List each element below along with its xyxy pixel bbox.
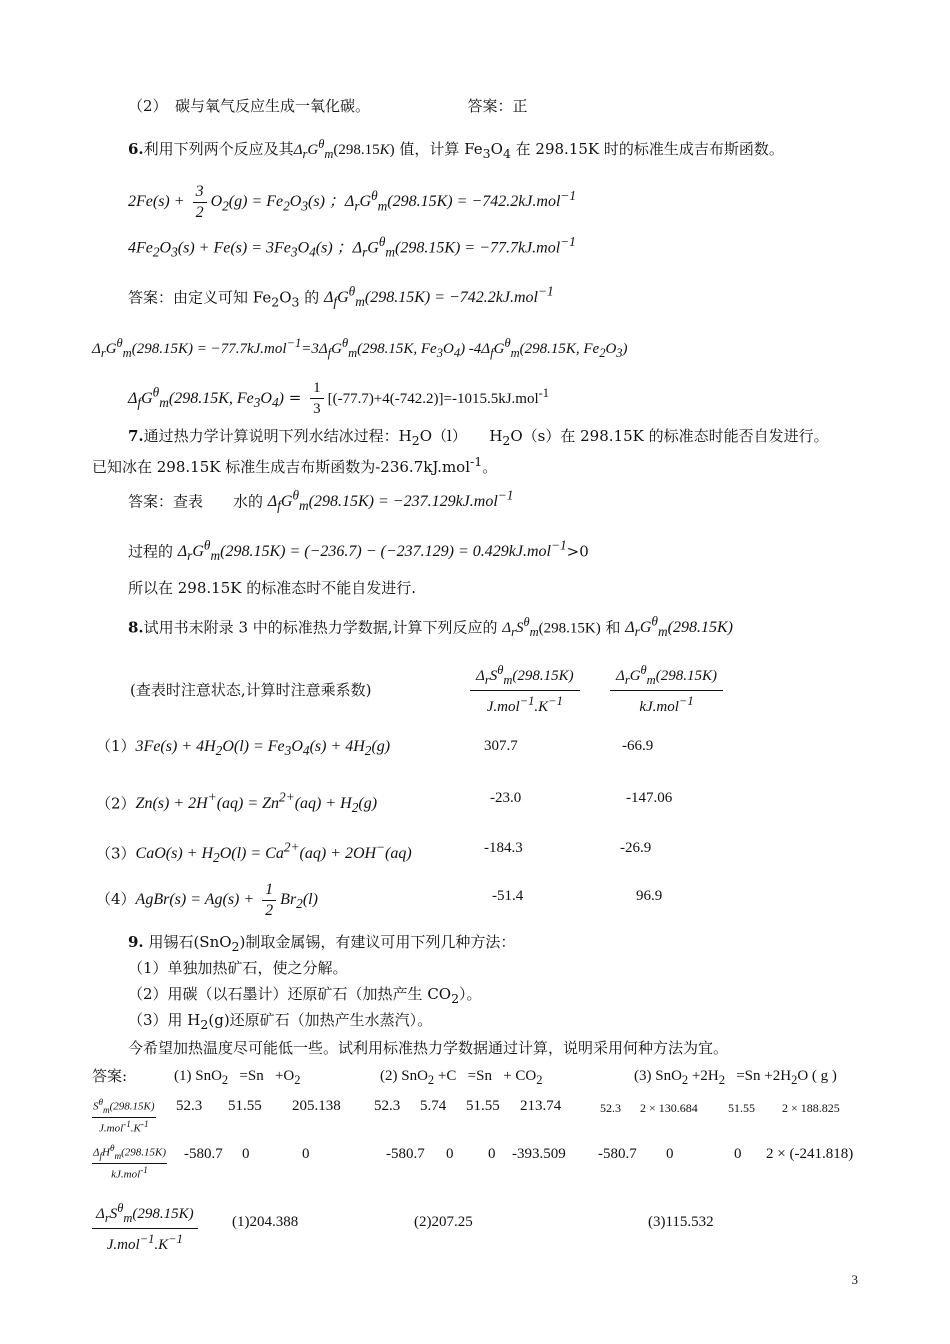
reaction-8-3-g: -26.9 bbox=[620, 840, 652, 856]
s3-2: 51.55 bbox=[728, 1101, 755, 1115]
page-number: 3 bbox=[851, 1272, 858, 1287]
question-8-note: (查表时注意状态,计算时注意乘系数) bbox=[130, 681, 372, 699]
method-1: （1）单独加热矿石，使之分解。 bbox=[128, 959, 348, 977]
h2-3: -393.509 bbox=[512, 1146, 566, 1162]
ds-1: (1)204.388 bbox=[232, 1214, 299, 1230]
method-2: （2）用碳（以石墨计）还原矿石（加热产生 $CO_2$）。 bbox=[128, 985, 482, 1006]
answer-9-label: 答案: bbox=[92, 1067, 128, 1085]
answer-7-a: 答案：查表 水的 $\Delta_fG^\theta_m(298.15K) = -237.129kJ.mol^{-1}$ bbox=[128, 488, 514, 514]
question-6: 6.利用下列两个反应及其$\Delta_rG^\theta_m(298.15K)$ 值，计算 $Fe_3O_4$ 在 298.15K 时的标准生成吉布斯函数。 bbox=[128, 137, 784, 161]
answer-6-c: $\Delta_fG^\theta_m(298.15K$, $Fe_3O_4$) = $\frac{1}{3}$ [(-77.7)+4(-742.2)]=-1015.5kJ.mol$^{-1}$ bbox=[128, 380, 550, 417]
s3-3: 2 × 188.825 bbox=[782, 1101, 840, 1115]
header-delta-s: $\frac{\Delta_rS^\theta_m(298.15K)}{J.mol^{-1}.K^{-1}}$ bbox=[470, 660, 580, 717]
h1-0: -580.7 bbox=[184, 1146, 223, 1162]
answer-6-a: 答案：由定义可知 $Fe_2O_3$ 的 $\Delta_fG^\theta_m(298.15K) = -742.2kJ.mol^{-1}$ bbox=[128, 284, 554, 310]
h1-1: 0 bbox=[242, 1146, 250, 1162]
question-7-note: 已知冰在 298.15K 标准生成吉布斯函数为-236.7kJ.mol$^{-1}$。 bbox=[92, 454, 498, 476]
h3-3: 2 × (-241.818) bbox=[766, 1146, 854, 1162]
ds-2: (2)207.25 bbox=[414, 1214, 473, 1230]
question-8: 8.试用书末附录 3 中的标准热力学数据,计算下列反应的 $\Delta_rS^\theta_m(298.15K)$ 和 $\Delta_rG^\theta_m(298.15K)$ bbox=[128, 614, 733, 640]
s2-3: 213.74 bbox=[520, 1098, 562, 1114]
reaction-8-1: $(1)3Fe(s) + 4H_2O(l) = Fe_3O_4(s) + 4H_2(g)$ bbox=[96, 737, 391, 759]
s3-0: 52.3 bbox=[600, 1101, 621, 1115]
s1-1: 51.55 bbox=[228, 1098, 262, 1114]
s2-2: 51.55 bbox=[466, 1098, 500, 1114]
answer-9-r1: (1) $SnO_2 =Sn +O_2$ bbox=[174, 1068, 301, 1087]
reaction-8-2-g: -147.06 bbox=[626, 790, 673, 806]
s2-1: 5.74 bbox=[420, 1098, 447, 1114]
reaction-8-1-s: 307.7 bbox=[484, 738, 518, 754]
reaction-8-2: $(2)Zn(s) + 2H^+(aq) = Zn^{2+}(aq) + H_2(g)$ bbox=[96, 790, 378, 816]
reaction-8-1-g: -66.9 bbox=[622, 738, 654, 754]
reaction-8-4-g: 96.9 bbox=[636, 888, 663, 904]
reaction-8-3: $(3)CaO(s) + H_2O(l) = Ca^{2+}(aq) + 2OH^-(aq)$ bbox=[96, 840, 412, 866]
h-label: $\frac{\Delta_fH^\theta_m(298.15K)}{kJ.mol^{-1}}$ bbox=[93, 1143, 167, 1181]
s1-2: 205.138 bbox=[292, 1098, 341, 1114]
answer-7-c: 所以在 298.15K 的标准态时不能自发进行. bbox=[128, 579, 416, 597]
header-delta-g: $\frac{\Delta_rG^\theta_m(298.15K)}{kJ.mol^{-1}}$ bbox=[610, 660, 723, 717]
answer-9-r2: (2) $SnO_2 +C =Sn + CO_2$ bbox=[380, 1068, 543, 1087]
item-2-answer: （2） 碳与氧气反应生成一氧化碳。 答案：正 bbox=[128, 97, 528, 115]
s1-0: 52.3 bbox=[176, 1098, 203, 1114]
h2-1: 0 bbox=[446, 1146, 454, 1162]
reaction-8-4: （4）AgBr(s) = Ag(s) + $\frac{1}{2}$ $Br_2(l)$ bbox=[96, 881, 318, 919]
h2-2: 0 bbox=[488, 1146, 496, 1162]
s3-1: 2 × 130.684 bbox=[640, 1101, 698, 1115]
answer-7-b: 过程的 $\Delta_rG^\theta_m(298.15K) = (-236.7) - (-237.129) = 0.429kJ.mol^{-1}>0$ bbox=[128, 538, 589, 564]
ds-label: $\frac{\Delta_rS^\theta_m(298.15K)}{J.mol^{-1}.K^{-1}}$ bbox=[92, 1198, 198, 1255]
h3-1: 0 bbox=[666, 1146, 674, 1162]
answer-9-r3: (3) $SnO_2 +2H_2 =Sn +2H_2O$ ( g ) bbox=[634, 1068, 837, 1087]
h3-0: -580.7 bbox=[598, 1146, 637, 1162]
question-7: 7.通过热力学计算说明下列水结冰过程：$H_2O(l)$ $H_2O(s)$在 298.15K 的标准态时能否自发进行。 bbox=[128, 427, 829, 448]
s-label: $\frac{S^\theta_m(298.15K)}{J.mol^{-1}.K^{-1}}$ bbox=[93, 1097, 155, 1135]
question-9: 9. 用锡石(SnO$_2$)制取金属锡，有建议可用下列几种方法： bbox=[128, 933, 516, 954]
answer-6-b: $\Delta_rG^\theta_m(298.15K) = -77.7kJ.mol^{-1}=3\Delta_fG^\theta_m(298.15K$, $Fe_3O_4$) $-4\Delta_fG^\theta_m(298.15K$, $Fe_2O_3$) bbox=[92, 336, 628, 360]
ds-3: (3)115.532 bbox=[648, 1214, 714, 1230]
reaction-8-4-s: -51.4 bbox=[492, 888, 524, 904]
h2-0: -580.7 bbox=[386, 1146, 425, 1162]
question-9-ask: 今希望加热温度尽可能低一些。试利用标准热力学数据通过计算，说明采用何种方法为宜。 bbox=[128, 1039, 729, 1057]
reaction-8-2-s: -23.0 bbox=[490, 790, 522, 806]
reaction-6-2: $4Fe_2O_3(s) + Fe(s) = 3Fe_3O_4(s)$ ；$\Delta_rG^\theta_m(298.15K) = -77.7kJ.mol^{-1}$ bbox=[128, 234, 576, 260]
method-3: （3）用 $H_2(g)$还原矿石（加热产生水蒸汽）。 bbox=[128, 1011, 433, 1032]
s2-0: 52.3 bbox=[374, 1098, 401, 1114]
reaction-6-1: 2Fe(s) + $\frac{3}{2}$ $O_2(g) = Fe_2O_3(s)$ ；$\Delta_rG^\theta_m(298.15K) = -742.2kJ.mol^{-1}$ bbox=[128, 183, 577, 221]
h1-2: 0 bbox=[302, 1146, 310, 1162]
h3-2: 0 bbox=[734, 1146, 742, 1162]
reaction-8-3-s: -184.3 bbox=[484, 840, 523, 856]
